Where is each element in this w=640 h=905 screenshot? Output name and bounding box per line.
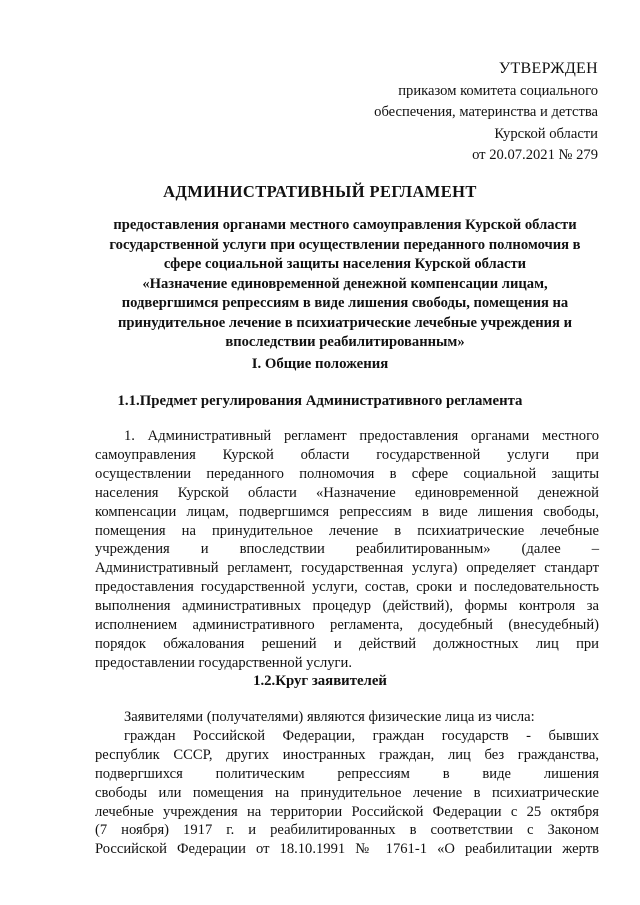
subtitle-line: предоставления органами местного самоуправления Курской области (113, 217, 577, 233)
approval-line: Курской области (494, 125, 598, 142)
approval-line: обеспечения, материнства и детства (374, 104, 598, 120)
paragraph-line: помещения на принудительное лечение в психиатрические лечебные (95, 522, 599, 539)
paragraph-line: Заявителями (получателями) являются физические лица из числа: (124, 709, 535, 725)
paragraph-applicants (95, 708, 599, 859)
paragraph-line: учреждения и впоследствии реабилитированным» (далее – (95, 541, 599, 558)
subtitle-line: принудительное лечение в психиатрические лечебные учреждения и (117, 314, 573, 331)
paragraph-line: компенсации лицам, подвергшимся репрессиям в виде лишения свободы, (95, 503, 599, 520)
paragraph-line: предоставлении государственной услуги. (95, 654, 352, 671)
subtitle-line: государственной услуги при осуществлении переданного полномочия в (109, 236, 581, 253)
paragraph-line: свободы или помещения на принудительное лечение в психиатрические (95, 784, 599, 801)
paragraph-line: населения Курской области «Назначение единовременной денежной (95, 484, 599, 501)
paragraph-line: лечебные учреждения на территории Российской Федерации с 25 октября (95, 803, 599, 820)
paragraph-line: порядок обжалования решений и действий должностных лиц при (95, 635, 599, 652)
document-title: АДМИНИСТРАТИВНЫЙ РЕГЛАМЕНТ (163, 182, 477, 201)
paragraph-line: республик СССР, других иностранных граждан, лиц без гражданства, (95, 746, 599, 763)
paragraph-line: осуществлении переданного полномочия в сфере социальной защиты (95, 465, 599, 482)
paragraph-line: граждан Российской Федерации, граждан государств - бывших (124, 727, 599, 744)
subtitle-line: впоследствии реабилитированным» (225, 334, 465, 350)
paragraph-line: 1. Административный регламент предоставления органами местного (124, 428, 599, 444)
subsection-heading-applicants: 1.2.Круг заявителей (253, 673, 387, 689)
approval-stamp (374, 58, 598, 167)
paragraph-line: предоставления государственной услуги, состав, сроки и последовательность (95, 579, 599, 596)
paragraph-line: Российской Федерации от 18.10.1991 № 1761-1 «О реабилитации жертв (95, 841, 599, 858)
approval-heading: УТВЕРЖДЕН (498, 60, 598, 77)
paragraph-line: самоуправления Курской области государственной услуги при (95, 446, 599, 463)
paragraph-subject (95, 427, 599, 673)
paragraph-line: (7 ноября) 1917 г. и реабилитированных в соответствии с Законом (95, 822, 599, 839)
paragraph-line: Административный регламент, государственная услуга) определяет стандарт (95, 560, 599, 577)
paragraph-line: подвергшихся политическим репрессиям в виде лишения (95, 765, 599, 782)
paragraph-line: исполнением административного регламента, досудебный (внесудебный) (95, 617, 599, 634)
document-subtitle (85, 216, 605, 353)
section-heading-general: I. Общие положения (251, 356, 389, 372)
approval-date-line: от 20.07.2021 № 279 (472, 147, 598, 163)
subtitle-line: сфере социальной защиты населения Курской области (163, 256, 527, 272)
approval-line: приказом комитета социального (398, 82, 598, 99)
paragraph-line: выполнения административных процедур (действий), формы контроля за (95, 598, 599, 615)
subtitle-line: «Назначение единовременной денежной компенсации лицам, (142, 275, 548, 292)
subsection-heading-subject: 1.1.Предмет регулирования Административного регламента (117, 393, 523, 409)
subtitle-line: подвергшимся репрессиям в виде лишения свободы, помещения на (121, 295, 569, 311)
